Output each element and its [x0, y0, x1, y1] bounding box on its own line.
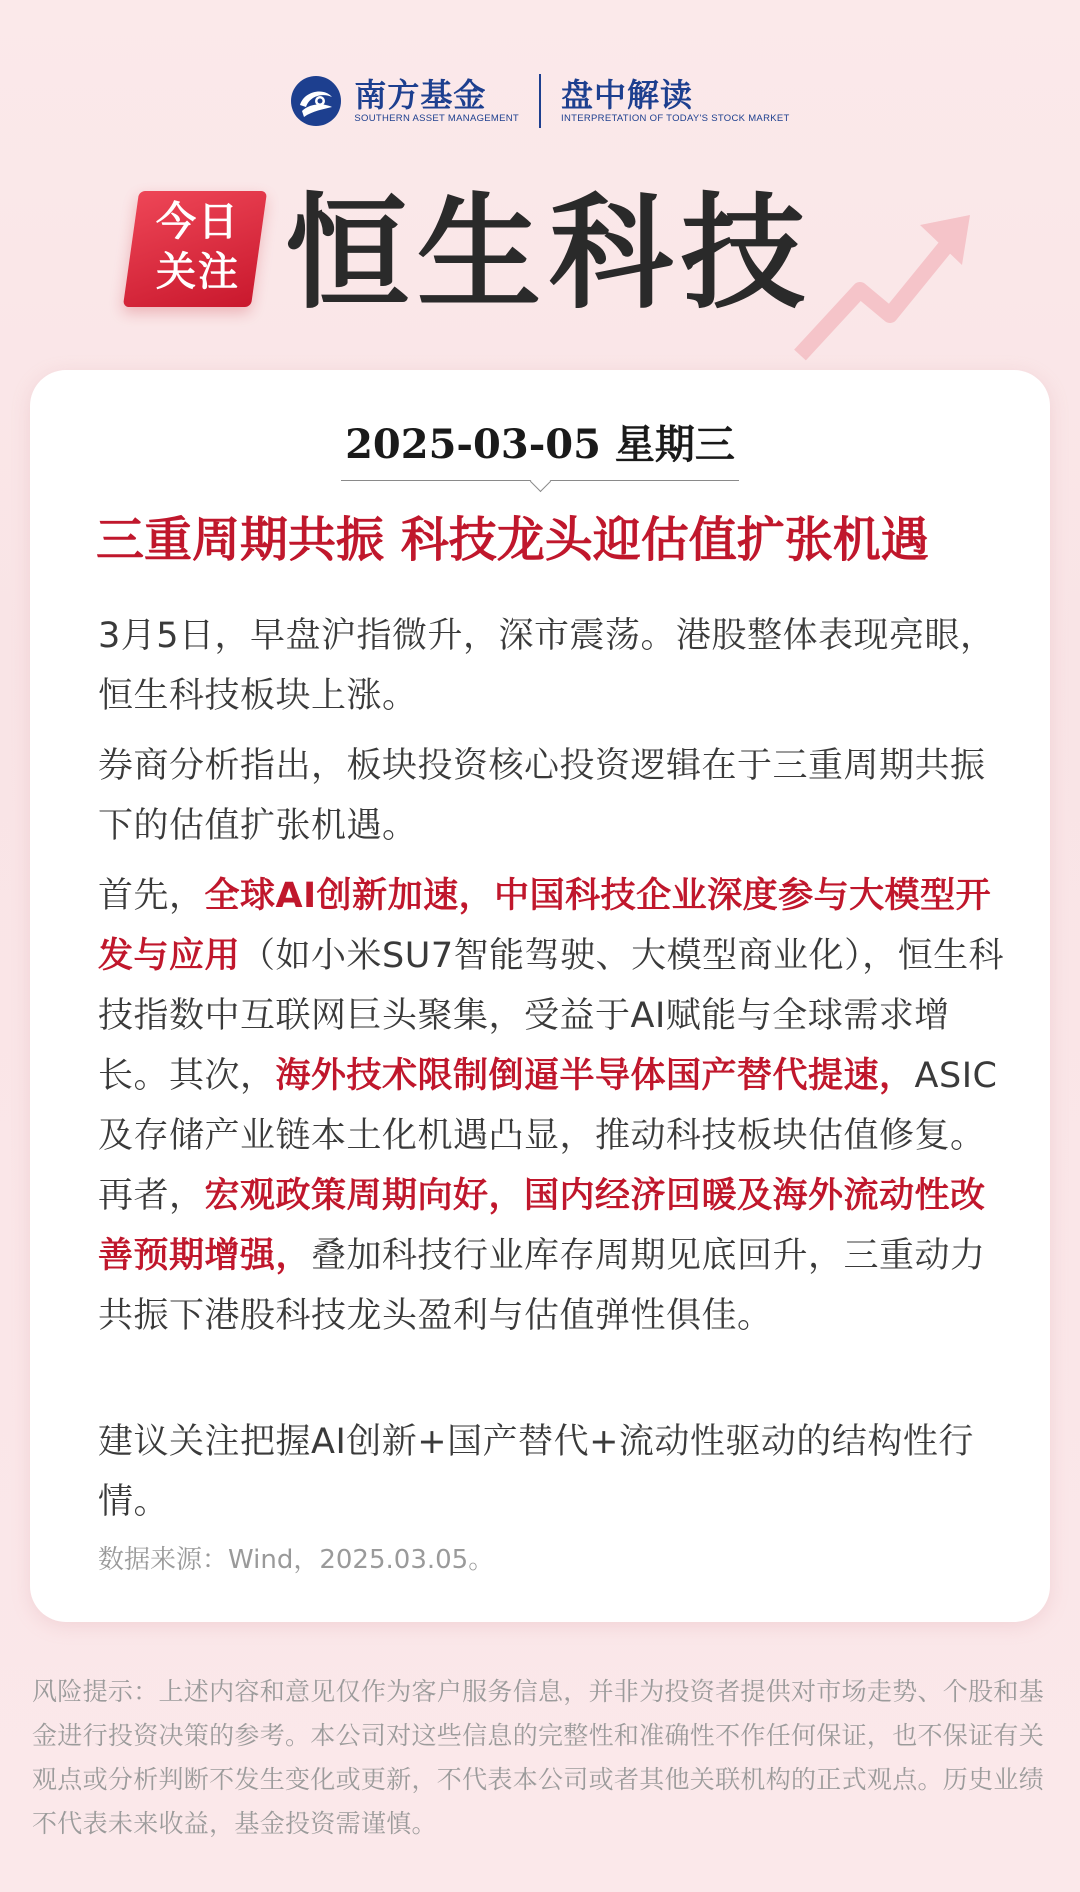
- data-source: 数据来源：Wind，2025.03.05。: [98, 1545, 495, 1575]
- brand-name-en: SOUTHERN ASSET MANAGEMENT: [354, 113, 520, 124]
- paragraph-3-text: ASIC及存储产业链本土化机遇凸显，推动科技板块估值修复。再者，: [98, 1056, 998, 1216]
- paragraph-1: 3月5日，早盘沪指微升，深市震荡。港股整体表现亮眼，恒生科技板块上涨。: [98, 616, 996, 716]
- hero-banner: [0, 175, 1080, 355]
- brand-name: 南方基金: [354, 76, 487, 114]
- paragraph-2: 券商分析指出，板块投资核心投资逻辑在于三重周期共振下的估值扩张机遇。: [98, 746, 986, 846]
- brand-bar: [0, 70, 1080, 132]
- focus-tag-line1: 今日: [156, 199, 240, 245]
- date-caret-icon: [530, 471, 551, 492]
- brand-logo: [290, 75, 519, 127]
- paragraph-4: 建议关注把握AI创新+国产替代+流动性驱动的结构性行情。: [98, 1422, 974, 1522]
- paragraph-3: [98, 866, 1010, 1346]
- highlight-domestic-substitution: 海外技术限制倒逼半导体国产替代提速，: [275, 1056, 915, 1096]
- rising-arrow-icon: [790, 195, 980, 365]
- highlight-macro-policy: 宏观政策周期向好，国内经济回暖及海外流动性改善预期增强，: [98, 1176, 986, 1276]
- report-date-text: 2025-03-05 星期三: [345, 421, 735, 468]
- paragraph-3-text: 叠加科技行业库存周期见底回升，三重动力共振下港股科技龙头盈利与估值弹性俱佳。: [98, 1236, 986, 1336]
- column-name: 盘中解读: [561, 76, 694, 114]
- column-name-en: INTERPRETATION OF TODAY'S STOCK MARKET: [561, 113, 790, 124]
- southern-fund-logo-icon: [290, 75, 342, 127]
- hero-title: 恒生科技: [285, 182, 814, 326]
- content-card: [30, 370, 1050, 1622]
- column-title: [561, 77, 790, 125]
- brand-divider: [539, 74, 541, 128]
- paragraph-3-text: 首先，: [98, 876, 205, 916]
- article-headline: 三重周期共振 科技龙头迎估值扩张机遇: [96, 512, 929, 568]
- paragraph-3-text: （如小米SU7智能驾驶、大模型商业化），恒生科技指数中互联网巨头聚集，受益于AI赋能与全球需求增长。其次，: [98, 936, 1005, 1096]
- risk-disclaimer: 风险提示：上述内容和意见仅作为客户服务信息，并非为投资者提供对市场走势、个股和基金进行投资决策的参考。本公司对这些信息的完整性和准确性不作任何保证，也不保证有关观点或分析判断不发生变化或更新，不代表本公司或者其他关联机构的正式观点。历史业绩不代表未来收益，基金投资需谨慎。: [32, 1677, 1045, 1838]
- focus-tag-line2: 关注: [156, 249, 240, 295]
- focus-tag: [146, 197, 250, 297]
- report-date: [341, 420, 739, 481]
- highlight-ai-innovation: 全球AI创新加速，中国科技企业深度参与大模型开发与应用: [98, 876, 992, 976]
